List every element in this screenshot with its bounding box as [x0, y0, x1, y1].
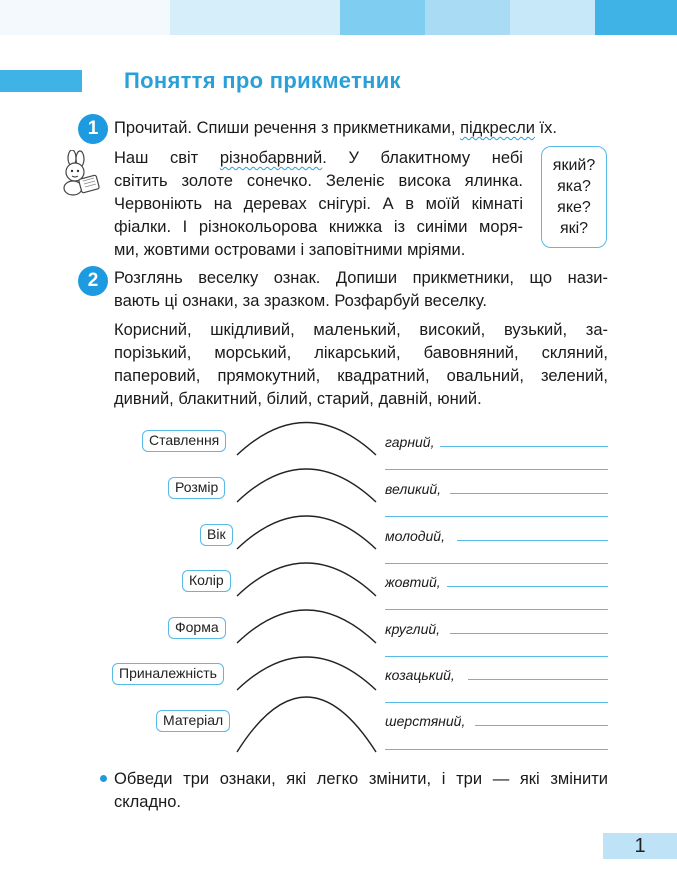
rainbow-arc[interactable] — [237, 469, 376, 502]
property-label-attitude: Ставлення — [142, 430, 226, 452]
question-word: який? — [552, 157, 596, 174]
answer-line[interactable] — [475, 725, 608, 726]
task-number-1: 1 — [78, 114, 108, 144]
answer-line[interactable] — [385, 749, 608, 750]
rainbow-arc[interactable] — [237, 563, 376, 596]
property-label-age: Вік — [200, 524, 233, 546]
task2-instruction-line: вають ці ознаки, за зразком. Розфарбуй веселку. — [114, 292, 487, 310]
task1-line: Червоніють на деревах снігурі. А в моїй кімнаті — [114, 195, 523, 213]
answer-line[interactable] — [447, 586, 608, 587]
text-span: . У блакитному небі — [322, 149, 523, 167]
answer-line[interactable] — [457, 540, 608, 541]
answer-line[interactable] — [385, 469, 608, 470]
rainbow-arc[interactable] — [237, 610, 376, 643]
example-word: круглий, — [385, 621, 441, 637]
task1-line: фіалки. І різнокольорова книжка із синіми моря- — [114, 218, 523, 236]
task1-line: ми, жовтими островами і заповітними мріями. — [114, 241, 466, 259]
rainbow-arc[interactable] — [237, 657, 376, 690]
page-title: Поняття про прикметник — [124, 68, 401, 93]
property-label-shape: Форма — [168, 617, 226, 639]
rainbow-arc[interactable] — [237, 697, 376, 752]
question-word: яке? — [557, 199, 591, 216]
rainbow-arc[interactable] — [237, 516, 376, 549]
task2-instruction-line: Розглянь веселку ознак. Допиши прикметники, що нази- — [114, 269, 608, 287]
word-bank-line: дивний, блакитний, білий, старий, давній, юний. — [114, 390, 482, 408]
task1-instruction-part: Прочитай. Спиши речення з прикметниками, — [114, 119, 461, 137]
example-word: молодий, — [385, 528, 445, 544]
answer-line[interactable] — [385, 609, 608, 610]
underlined-word: різнобарвний — [219, 149, 323, 167]
example-word: великий, — [385, 481, 442, 497]
word-bank-line: паперовий, прямокутний, квадратний, овальний, зелений, — [114, 367, 608, 385]
answer-line[interactable] — [385, 516, 608, 517]
word-bank-line: Корисний, шкідливий, маленький, високий, вузький, за- — [114, 321, 608, 339]
task1-line: світить золоте сонечко. Зеленіє висока ялинка. — [114, 172, 523, 190]
answer-line[interactable] — [450, 633, 608, 634]
task-number-2: 2 — [78, 266, 108, 296]
bullet-task-line: складно. — [114, 793, 181, 811]
answer-line[interactable] — [385, 563, 608, 564]
example-word: жовтий, — [385, 574, 441, 590]
word-bank-line: порізький, морський, лікарський, бавовняний, скляний, — [114, 344, 608, 362]
property-label-material: Матеріал — [156, 710, 230, 732]
example-word: гарний, — [385, 434, 435, 450]
page-number: 1 — [603, 833, 677, 859]
property-label-color: Колір — [182, 570, 231, 592]
question-word: які? — [559, 220, 589, 237]
question-word: яка? — [557, 178, 591, 195]
answer-line[interactable] — [450, 493, 608, 494]
task1-instruction-underlined: підкресли — [460, 119, 535, 137]
bullet-task-line: Обведи три ознаки, які легко змінити, і три — які змінити — [114, 770, 608, 788]
example-word: шерстяний, — [385, 713, 466, 729]
property-label-size: Розмір — [168, 477, 225, 499]
answer-line[interactable] — [385, 702, 608, 703]
text-span: Наш світ — [114, 149, 220, 167]
task1-instruction-part: їх. — [534, 119, 557, 137]
answer-line[interactable] — [385, 656, 608, 657]
rainbow-arc[interactable] — [237, 423, 376, 456]
bullet-dot — [100, 775, 107, 782]
answer-line[interactable] — [468, 679, 608, 680]
answer-line[interactable] — [440, 446, 608, 447]
example-word: козацький, — [385, 667, 455, 683]
property-label-belonging: Приналежність — [112, 663, 224, 685]
